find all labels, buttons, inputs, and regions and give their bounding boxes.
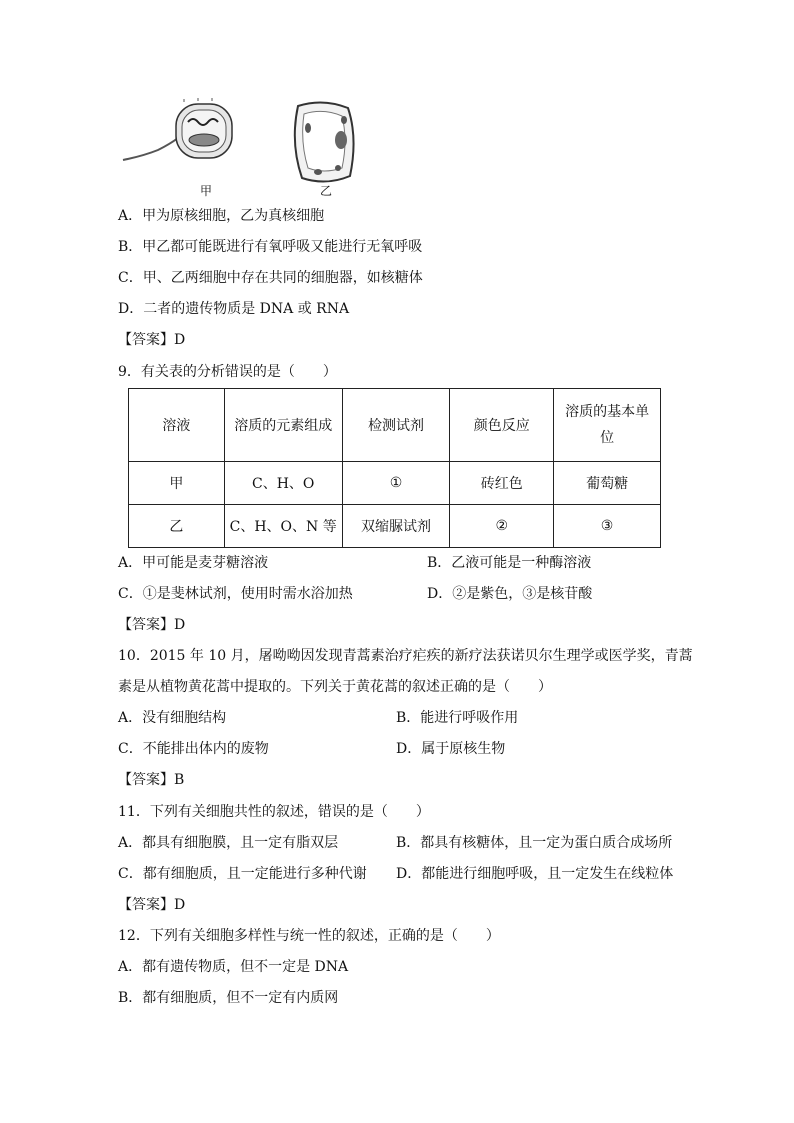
eukaryote-cell-drawing [295, 102, 354, 181]
q10-answer: 【答案】B [118, 772, 185, 788]
table-cell: 双缩脲试剂 [342, 505, 450, 548]
q8-answer: 【答案】D [118, 332, 186, 348]
cell-figures [118, 98, 378, 198]
q11-option-d: D．都能进行细胞呼吸，且一定发生在线粒体 [396, 866, 674, 882]
table-header-cell: 溶质的基本单位 [554, 389, 661, 462]
cell-diagrams [118, 98, 378, 198]
q9-option-a: A．甲可能是麦芽糖溶液 [118, 555, 269, 571]
q9-option-c: C．①是斐林试剂，使用时需水浴加热 [118, 586, 353, 602]
figure-label-jia: 甲 [200, 184, 213, 198]
q9-table [128, 388, 661, 548]
table-row [129, 505, 661, 548]
table-row [129, 462, 661, 505]
table-header-cell: 溶液 [129, 389, 225, 462]
q10-option-c: C．不能排出体内的废物 [118, 741, 269, 757]
q8-option-b: B．甲乙都可能既进行有氧呼吸又能进行无氧呼吸 [118, 239, 423, 255]
q10-question-line2: 素是从植物黄花蒿中提取的。下列关于黄花蒿的叙述正确的是（ ） [118, 679, 552, 695]
table-cell: 乙 [129, 505, 225, 548]
q11-option-c: C．都有细胞质，且一定能进行多种代谢 [118, 866, 367, 882]
table-header-row [129, 389, 661, 462]
q10-option-a: A．没有细胞结构 [118, 710, 227, 726]
q12-option-a: A．都有遗传物质，但不一定是 DNA [118, 959, 349, 975]
q9-option-b: B．乙液可能是一种酶溶液 [427, 555, 592, 571]
table-cell: 甲 [129, 462, 225, 505]
table-cell: ② [450, 505, 554, 548]
q11-question: 11．下列有关细胞共性的叙述，错误的是（ ） [118, 804, 430, 820]
figure-label-yi: 乙 [320, 184, 333, 198]
prokaryote-cell-drawing [123, 98, 232, 160]
q10-option-b: B．能进行呼吸作用 [396, 710, 519, 726]
q10-question-line1: 10．2015 年 10 月，屠呦呦因发现青蒿素治疗疟疾的新疗法获诺贝尔生理学或医学奖，青蒿 [118, 648, 693, 664]
q11-option-b: B．都具有核糖体，且一定为蛋白质合成场所 [396, 835, 673, 851]
q9-option-d: D．②是紫色，③是核苷酸 [427, 586, 593, 602]
q12-option-b: B．都有细胞质，但不一定有内质网 [118, 990, 339, 1006]
table-cell: 砖红色 [450, 462, 554, 505]
q11-answer: 【答案】D [118, 897, 186, 913]
table-cell: C、H、O [224, 462, 342, 505]
table-cell: ③ [554, 505, 661, 548]
table-header-cell: 溶质的元素组成 [224, 389, 342, 462]
table-header-cell: 检测试剂 [342, 389, 450, 462]
table-header-cell: 颜色反应 [450, 389, 554, 462]
q12-question: 12．下列有关细胞多样性与统一性的叙述，正确的是（ ） [118, 928, 500, 944]
q9-answer: 【答案】D [118, 617, 186, 633]
table-cell: 葡萄糖 [554, 462, 661, 505]
q11-option-a: A．都具有细胞膜，且一定有脂双层 [118, 835, 339, 851]
q9-question: 9．有关表的分析错误的是（ ） [118, 364, 337, 380]
q8-option-a: A．甲为原核细胞，乙为真核细胞 [118, 208, 325, 224]
q8-option-c: C．甲、乙两细胞中存在共同的细胞器，如核糖体 [118, 270, 423, 286]
q8-option-d: D．二者的遗传物质是 DNA 或 RNA [118, 301, 350, 317]
table-cell: C、H、O、N 等 [224, 505, 342, 548]
table-cell: ① [342, 462, 450, 505]
q10-option-d: D．属于原核生物 [396, 741, 506, 757]
